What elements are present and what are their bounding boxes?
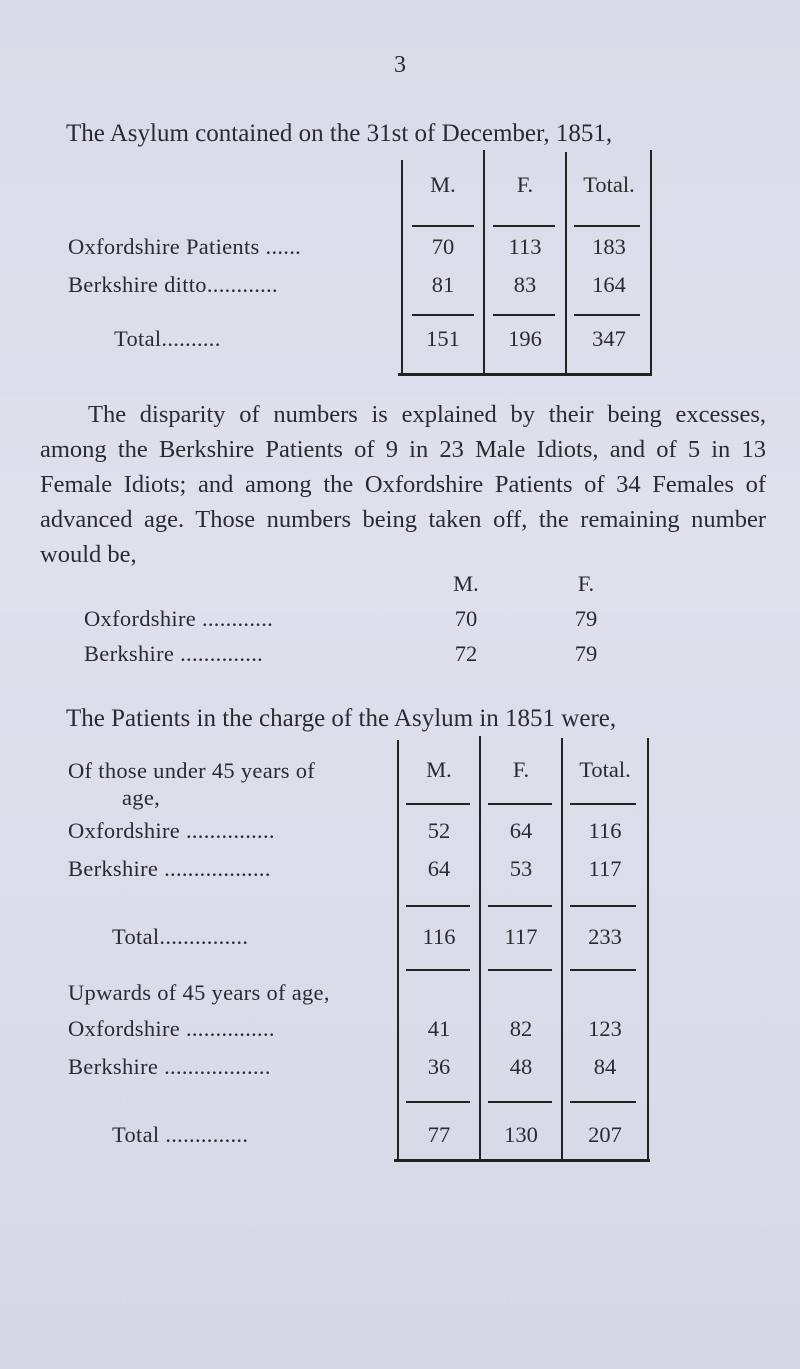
column-header-m: M. xyxy=(426,757,452,782)
column-header-f: F. xyxy=(577,571,595,596)
section-heading-continued: age, xyxy=(122,785,161,810)
page-number: 3 xyxy=(394,52,406,78)
column-header-total: Total. xyxy=(579,757,631,782)
row-label: Berkshire .................. xyxy=(68,856,271,881)
row-label: Oxfordshire ............ xyxy=(84,606,274,631)
intro-sentence: The Asylum contained on the 31st of December, 1851, xyxy=(66,120,613,147)
row-label: Oxfordshire ............... xyxy=(68,818,275,843)
document-page: 3 The Asylum contained on the 31st of December, 1851, M. F. Total. Oxfordshire Patients ...... 70 113 183 Berkshire ditto............ 81 83 164 Total.......... 151 196 347 The disparity of numbers is explained by their being excesses, among the Berkshire Patients of 9 in 23 Male Idiots, and of 5 in 13 Female Idiots; and among the Oxfordshire Patients of 34 Females of advanced age. Those numbers being taken off, the remaining number would be, M. F. Oxfordshire ............ 70 79 Berkshire .............. 72 79 The Patients in the charge of the Asylum in 1851 were, Of those under 45 years of age, M. F. Total. Oxfordshire ............... 52 64 116 Berkshire .................. 64 53 117 Total............... 116 117 233 Upwards of 45 years of age, Oxfordshire ............... 41 82 123 Berkshire .................. 36 48 84 Total .............. 77 130 207 xyxy=(0,0,800,1369)
row-label: Total.......... xyxy=(114,326,221,351)
section-heading-upwards-45: Upwards of 45 years of age, xyxy=(68,980,330,1005)
row-label: Berkshire .................. xyxy=(68,1054,271,1079)
column-header-m: M. xyxy=(453,571,479,596)
row-label: Total .............. xyxy=(112,1122,249,1147)
column-header-f: F. xyxy=(512,757,530,782)
body-paragraph: The disparity of numbers is explained by their being excesses, among the Berkshire Patients of 9 in 23 Male Idiots, and of 5 in 13 Female Idiots; and among the Oxfordshire Patients of 34 Females of advanced age. Those numbers being taken off, the remaining number would be, xyxy=(40,401,766,568)
row-label: Oxfordshire Patients ...... xyxy=(68,234,302,259)
row-label: Total............... xyxy=(112,924,249,949)
row-label: Berkshire ditto............ xyxy=(68,272,278,297)
row-label: Berkshire .............. xyxy=(84,641,264,666)
charge-sentence: The Patients in the charge of the Asylum in 1851 were, xyxy=(66,705,617,732)
section-heading-under-45: Of those under 45 years of xyxy=(68,758,316,783)
column-header-total: Total. xyxy=(583,172,635,197)
column-header-f: F. xyxy=(516,172,534,197)
row-label: Oxfordshire ............... xyxy=(68,1016,275,1041)
column-header-m: M. xyxy=(430,172,456,197)
